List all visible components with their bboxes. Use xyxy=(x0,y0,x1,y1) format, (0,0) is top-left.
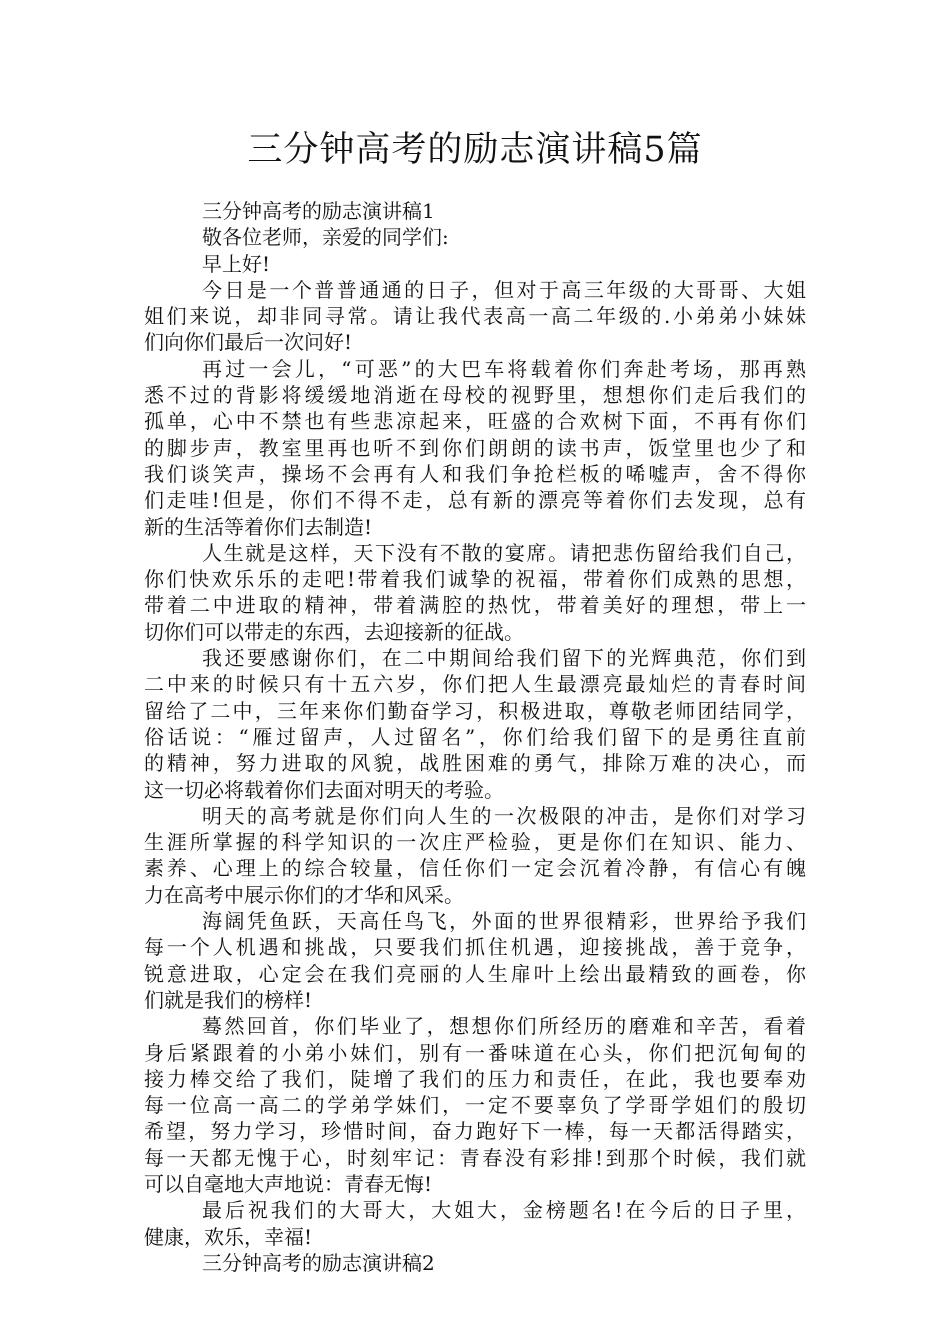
text-line: 每一位高一高二的学弟学妹们，一定不要辜负了学哥学姐们的殷切 xyxy=(144,1093,806,1118)
text-line: 的脚步声，教室里再也听不到你们朗朗的读书声，饭堂里也少了和 xyxy=(144,435,806,460)
text-line: 们走哇!但是，你们不得不走，总有新的漂亮等着你们去发现，总有 xyxy=(144,488,806,513)
text-line: 新的生活等着你们去制造! xyxy=(144,514,373,539)
text-line: 健康，欢乐，幸福! xyxy=(144,1224,313,1249)
text-line: 明天的高考就是你们向人生的一次极限的冲击，是你们对学习 xyxy=(202,803,806,828)
text-line: 每一天都无愧于心，时刻牢记：青春没有彩排!到那个时候，我们就 xyxy=(144,1145,806,1170)
text-line: 身后紧跟着的小弟小妹们，别有一番味道在心头，你们把沉甸甸的 xyxy=(144,1040,806,1065)
text-line: 们向你们最后一次问好! xyxy=(144,330,353,355)
text-line: 最后祝我们的大哥大，大姐大，金榜题名!在今后的日子里， xyxy=(202,1198,806,1223)
text-line: 蓦然回首，你们毕业了，想想你们所经历的磨难和辛苦，看着 xyxy=(202,1014,806,1039)
text-line: 三分钟高考的励志演讲稿2 xyxy=(202,1250,435,1275)
document-title: 三分钟高考的励志演讲稿5篇 xyxy=(247,130,703,170)
text-line: 每一个人机遇和挑战，只要我们抓住机遇，迎接挑战，善于竞争， xyxy=(144,935,806,960)
text-line: 素养、心理上的综合较量，信任你们一定会沉着冷静，有信心有魄 xyxy=(144,856,806,881)
text-line: 的精神，努力进取的风貌，战胜困难的勇气，排除万难的决心，而 xyxy=(144,751,806,776)
text-line: 锐意进取，心定会在我们亮丽的人生扉叶上绘出最精致的画卷，你 xyxy=(144,961,806,986)
text-line: 力在高考中展示你们的才华和风采。 xyxy=(144,882,464,907)
text-line: 人生就是这样，天下没有不散的宴席。请把悲伤留给我们自己， xyxy=(202,540,806,565)
text-line: 二中来的时候只有十五六岁，你们把人生最漂亮最灿烂的青春时间 xyxy=(144,672,806,697)
text-line: 孤单，心中不禁也有些悲凉起来，旺盛的合欢树下面，不再有你们 xyxy=(144,409,806,434)
text-line: 我还要感谢你们，在二中期间给我们留下的光辉典范，你们到 xyxy=(202,646,806,671)
text-line: 可以自毫地大声地说：青春无悔! xyxy=(144,1171,433,1196)
text-line: 再过一会儿，“可恶”的大巴车将载着你们奔赴考场，那再熟 xyxy=(202,356,806,381)
text-line: 这一切必将载着你们去面对明天的考验。 xyxy=(144,777,504,802)
text-line: 俗话说：“雁过留声，人过留名”，你们给我们留下的是勇往直前 xyxy=(144,724,806,749)
text-line: 今日是一个普普通通的日子，但对于高三年级的大哥哥、大姐 xyxy=(202,277,806,302)
text-line: 悉不过的背影将缓缓地消逝在母校的视野里，想想你们走后我们的 xyxy=(144,383,806,408)
text-line: 敬各位老师，亲爱的同学们: xyxy=(202,225,449,250)
text-line: 切你们可以带走的东西，去迎接新的征战。 xyxy=(144,619,524,644)
text-line: 姐们来说，却非同寻常。请让我代表高一高二年级的.小弟弟小妹妹 xyxy=(144,304,806,329)
text-line: 们就是我们的榜样! xyxy=(144,987,313,1012)
text-line: 希望，努力学习，珍惜时间，奋力跑好下一棒，每一天都活得踏实， xyxy=(144,1119,806,1144)
text-line: 接力棒交给了我们，陡增了我们的压力和责任，在此，我也要奉劝 xyxy=(144,1066,806,1091)
text-line: 你们快欢乐乐的走吧!带着我们诚挚的祝福，带着你们成熟的思想， xyxy=(144,567,806,592)
text-line: 海阔凭鱼跃，天高任鸟飞，外面的世界很精彩，世界给予我们 xyxy=(202,909,806,934)
text-line: 留给了二中，三年来你们勤奋学习，积极进取，尊敬老师团结同学， xyxy=(144,698,806,723)
text-line: 生涯所掌握的科学知识的一次庄严检验，更是你们在知识、能力、 xyxy=(144,830,806,855)
document-body xyxy=(144,198,806,1276)
text-line: 三分钟高考的励志演讲稿1 xyxy=(202,199,435,223)
text-line: 早上好! xyxy=(202,251,271,276)
text-line: 我们谈笑声，操场不会再有人和我们争抢栏板的唏嘘声，舍不得你 xyxy=(144,461,806,486)
text-line: 带着二中进取的精神，带着满腔的热忱，带着美好的理想，带上一 xyxy=(144,593,806,618)
